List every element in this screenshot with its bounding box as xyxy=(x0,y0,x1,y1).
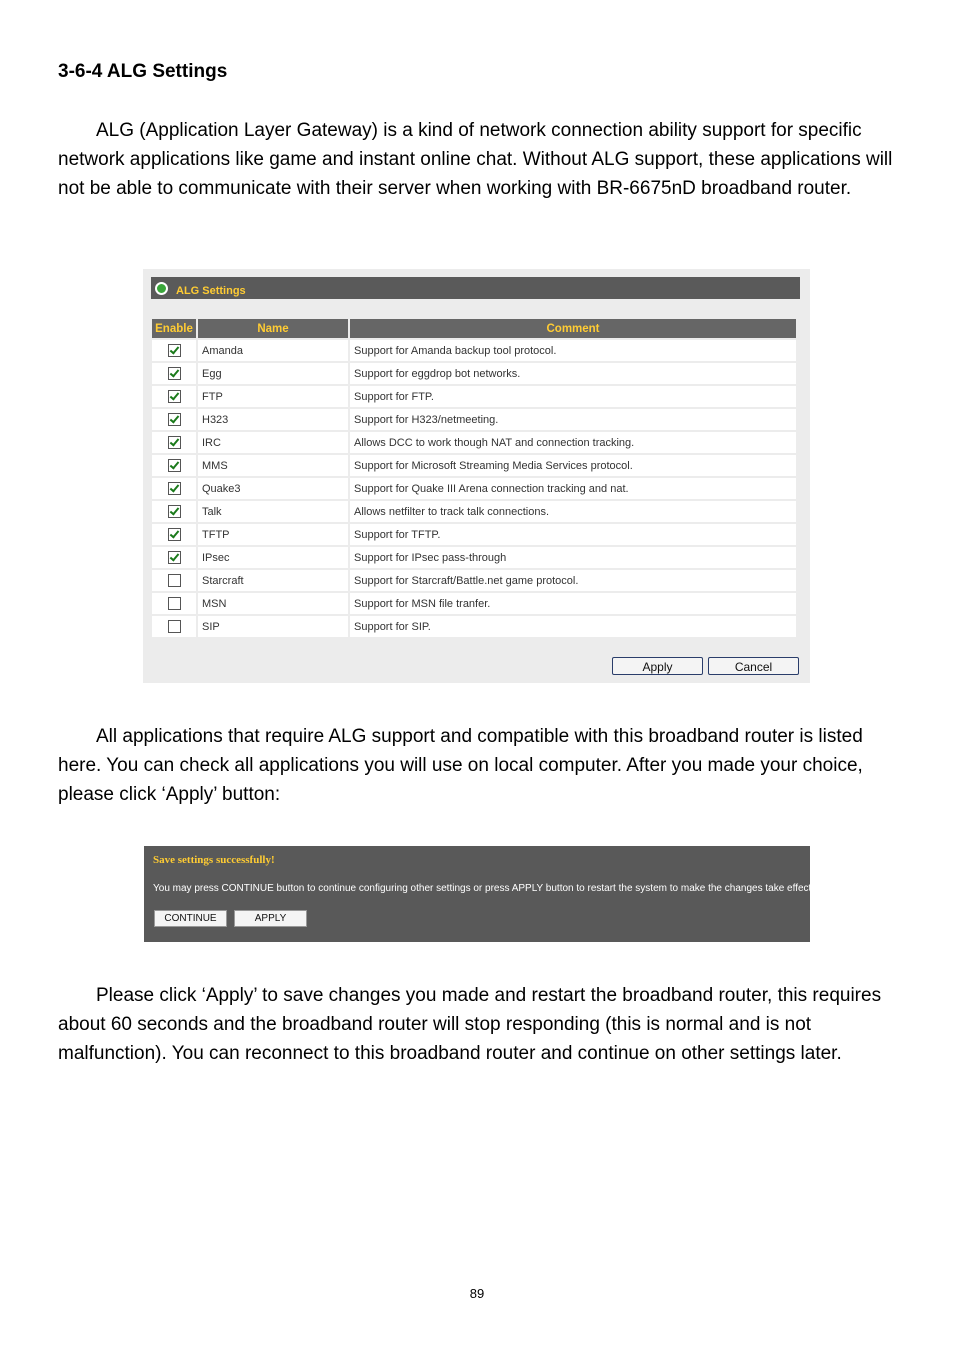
apply-button[interactable]: Apply xyxy=(612,657,703,675)
enable-cell xyxy=(152,340,196,363)
alg-comment: Support for Amanda backup tool protocol. xyxy=(350,340,796,363)
table-row xyxy=(152,340,796,363)
alg-table-body xyxy=(152,340,796,639)
table-row xyxy=(152,386,796,409)
table-row xyxy=(152,593,796,616)
table-row xyxy=(152,501,796,524)
alg-name: Amanda xyxy=(198,340,348,363)
alg-comment: Support for SIP. xyxy=(350,616,796,639)
instruction-paragraph: All applications that require ALG support and compatible with this broadband router is listed here. You can check all applications you will use on local computer. After you made your choice, please click ‘Apply’ button: xyxy=(58,726,863,805)
table-row xyxy=(152,616,796,639)
enable-checkbox[interactable] xyxy=(168,344,181,357)
enable-cell xyxy=(152,616,196,639)
enable-cell xyxy=(152,570,196,593)
enable-cell xyxy=(152,409,196,432)
alg-name: Egg xyxy=(198,363,348,386)
alg-comment: Support for FTP. xyxy=(350,386,796,409)
table-row xyxy=(152,570,796,593)
column-header-name: Name xyxy=(198,319,348,340)
enable-cell xyxy=(152,478,196,501)
alg-comment: Allows netfilter to track talk connections. xyxy=(350,501,796,524)
alg-comment: Support for Quake III Arena connection tracking and nat. xyxy=(350,478,796,501)
column-header-enable: Enable xyxy=(152,319,196,340)
panel-title: ALG Settings xyxy=(176,284,246,297)
alg-comment: Support for MSN file tranfer. xyxy=(350,593,796,616)
page-number: 89 xyxy=(469,1286,485,1301)
section-heading: 3-6-4 ALG Settings xyxy=(58,61,228,82)
table-row xyxy=(152,524,796,547)
alg-name: MSN xyxy=(198,593,348,616)
alg-name: TFTP xyxy=(198,524,348,547)
table-row xyxy=(152,547,796,570)
continue-button[interactable]: CONTINUE xyxy=(154,910,227,927)
table-row xyxy=(152,363,796,386)
alg-comment: Support for H323/netmeeting. xyxy=(350,409,796,432)
enable-checkbox[interactable] xyxy=(168,574,181,587)
column-header-comment: Comment xyxy=(350,319,796,340)
alg-name: IPsec xyxy=(198,547,348,570)
enable-checkbox[interactable] xyxy=(168,459,181,472)
alg-comment: Support for Microsoft Streaming Media Services protocol. xyxy=(350,455,796,478)
enable-cell xyxy=(152,547,196,570)
enable-checkbox[interactable] xyxy=(168,597,181,610)
enable-cell xyxy=(152,524,196,547)
enable-checkbox[interactable] xyxy=(168,390,181,403)
alg-name: H323 xyxy=(198,409,348,432)
enable-cell xyxy=(152,363,196,386)
alg-name: MMS xyxy=(198,455,348,478)
enable-checkbox[interactable] xyxy=(168,436,181,449)
enable-checkbox[interactable] xyxy=(168,413,181,426)
apply-restart-button[interactable]: APPLY xyxy=(234,910,307,927)
alg-name: Talk xyxy=(198,501,348,524)
alg-name: Starcraft xyxy=(198,570,348,593)
enable-cell xyxy=(152,501,196,524)
alg-comment: Support for IPsec pass-through xyxy=(350,547,796,570)
save-message: You may press CONTINUE button to continue configuring other settings or press APPLY button to restart the system to make the changes take effect. xyxy=(153,883,815,894)
alg-table xyxy=(150,319,798,639)
alg-name: IRC xyxy=(198,432,348,455)
table-row xyxy=(152,409,796,432)
table-row xyxy=(152,455,796,478)
enable-cell xyxy=(152,593,196,616)
enable-cell xyxy=(152,455,196,478)
save-settings-panel xyxy=(144,846,815,942)
enable-checkbox[interactable] xyxy=(168,620,181,633)
alg-name: SIP xyxy=(198,616,348,639)
alg-name: FTP xyxy=(198,386,348,409)
enable-checkbox[interactable] xyxy=(168,367,181,380)
enable-checkbox[interactable] xyxy=(168,551,181,564)
enable-cell xyxy=(152,432,196,455)
cancel-button[interactable]: Cancel xyxy=(708,657,799,675)
alg-comment: Support for Starcraft/Battle.net game protocol. xyxy=(350,570,796,593)
restart-paragraph: Please click ‘Apply’ to save changes you made and restart the broadband router, this requires about 60 seconds and the broadband router will stop responding (this is normal and is not malfunction). You can reconnect to this broadband router and continue on other settings later. xyxy=(58,985,882,1064)
alg-name: Quake3 xyxy=(198,478,348,501)
intro-paragraph: ALG (Application Layer Gateway) is a kind of network connection ability support for specific network applications like game and instant online chat. Without ALG support, these applications will not be able to communicate with their server when working with BR-6675nD broadband router. xyxy=(58,120,893,199)
save-success-title: Save settings successfully! xyxy=(153,854,275,866)
alg-comment: Support for TFTP. xyxy=(350,524,796,547)
enable-checkbox[interactable] xyxy=(168,528,181,541)
alg-comment: Allows DCC to work though NAT and connection tracking. xyxy=(350,432,796,455)
panel-titlebar xyxy=(151,277,800,299)
enable-checkbox[interactable] xyxy=(168,505,181,518)
alg-settings-panel xyxy=(143,269,810,683)
enable-checkbox[interactable] xyxy=(168,482,181,495)
enable-cell xyxy=(152,386,196,409)
bullet-icon xyxy=(155,282,168,295)
table-row xyxy=(152,432,796,455)
table-row xyxy=(152,478,796,501)
alg-comment: Support for eggdrop bot networks. xyxy=(350,363,796,386)
